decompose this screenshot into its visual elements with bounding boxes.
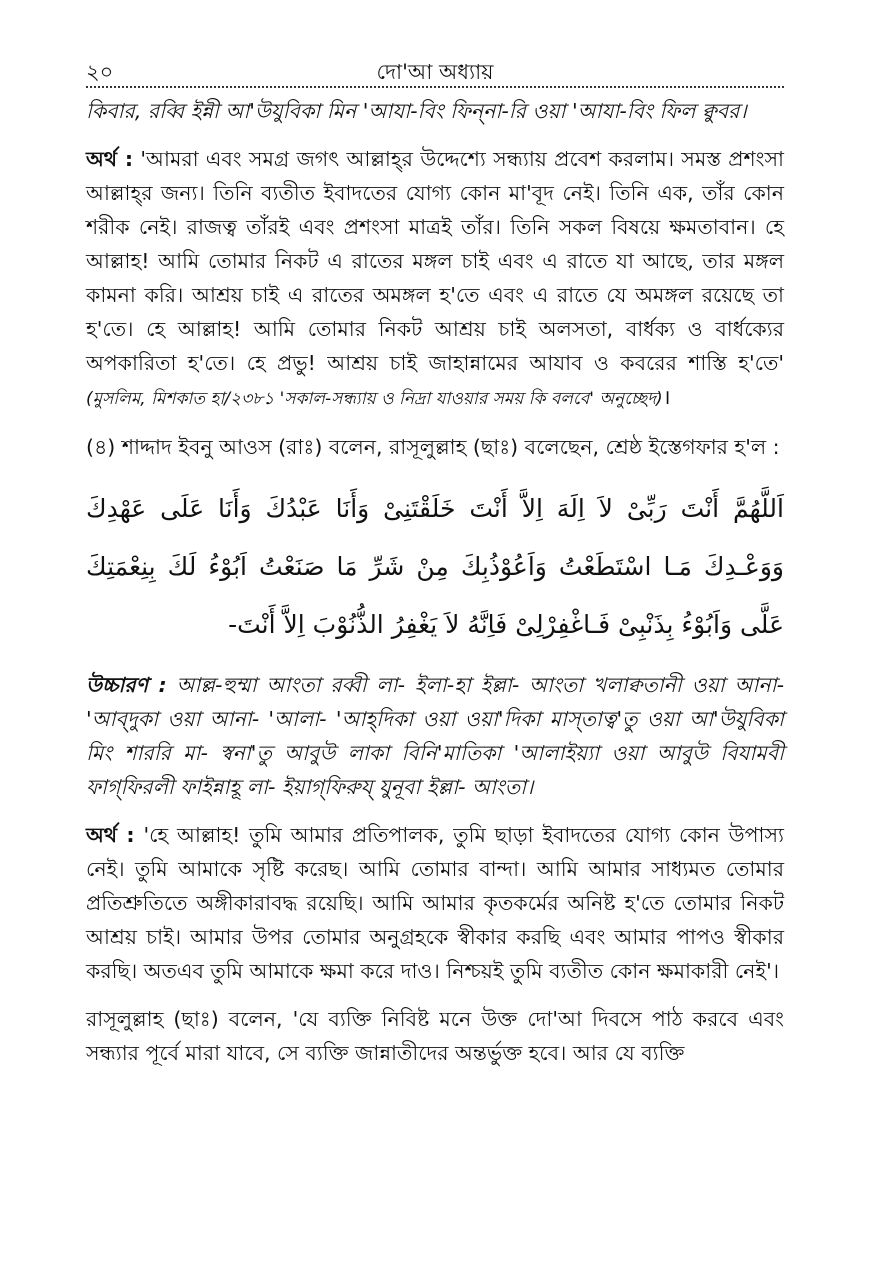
pronunciation-text: আল্ল-হুম্মা আংতা রব্বী লা- ইলা-হা ইল্লা- আংতা খলাক্বতানী ওয়া আনা- 'আব্‌দুকা ওয়া আনা- 'আলা- 'আহ্‌দিকা ওয়া ওয়া'দিকা মাস্‌তাত্ব'তু ওয়া আ'উযুবিকা মিং শাররি মা- স্বনা'তু আবুউ লাকা বিনি'মাতিকা 'আলাইয়্যা ওয়া আবুউ বিযামবী ফাগ্‌ফিরলী ফাইন্নাহূ লা- ইয়াগ্‌ফিরুয্‌ যুনূবা ইল্লা- আংতা। [86, 673, 784, 799]
closing-paragraph: রাসূলুল্লাহ (ছাঃ) বলেন, 'যে ব্যক্তি নিবিষ্ট মনে উক্ত দো'আ দিবসে পাঠ করবে এবং সন্ধ্যার পূর্বে মারা যাবে, সে ব্যক্তি জান্নাতীদের অন্তর্ভুক্ত হবে। আর যে ব্যক্তি [86, 1007, 784, 1065]
meaning-paragraph-1 [86, 142, 784, 416]
meaning-label: অর্থ : [86, 147, 134, 171]
chapter-title: দো'আ অধ্যায় [376, 60, 494, 84]
hadith-paragraph: (৪) শাদ্দাদ ইবনু আওস (রাঃ) বলেন, রাসূলুল্লাহ (ছাঃ) বলেছেন, শ্রেষ্ঠ ইস্তেগফার হ'ল : [86, 435, 780, 459]
meaning-text: 'আমরা এবং সমগ্র জগৎ আল্লাহ্‌র উদ্দেশ্যে সন্ধ্যায় প্রবেশ করলাম। সমস্ত প্রশংসা আল্লাহ্‌র জন্য। তিনি ব্যতীত ইবাদতের যোগ্য কোন মা'বূদ নেই। তিনি এক, তাঁর কোন শরীক নেই। রাজত্ব তাঁরই এবং প্রশংসা মাত্রই তাঁর। তিনি সকল বিষয়ে ক্ষমতাবান। হে আল্লাহ! আমি তোমার নিকট এ রাতের মঙ্গল চাই এবং এ রাতে যা আছে, তার মঙ্গল কামনা করি। আশ্রয় চাই এ রাতের অমঙ্গল হ'তে এবং এ রাতে যে অমঙ্গল রয়েছে তা হ'তে। হে আল্লাহ! আমি তোমার নিকট আশ্রয় চাই অলসতা, বার্ধক্য ও বার্ধক্যের অপকারিতা হ'তে। হে প্রভু! আশ্রয় চাই জাহান্নামের আযাব ও কবরের শাস্তি হ'তে' [86, 147, 784, 375]
page-header [86, 52, 784, 88]
pronunciation-paragraph [86, 668, 784, 804]
meaning-text-2: 'হে আল্লাহ! তুমি আমার প্রতিপালক, তুমি ছাড়া ইবাদতের যোগ্য কোন উপাস্য নেই। তুমি আমাকে সৃষ্টি করেছ। আমি তোমার বান্দা। আমি আমার সাধ্যমত তোমার প্রতিশ্রুতিতে অঙ্গীকারাবদ্ধ রয়েছি। আমি আমার কৃতকর্মের অনিষ্ট হ'তে তোমার নিকট আশ্রয় চাই। আমার উপর তোমার অনুগ্রহকে স্বীকার করছি এবং আমার পাপও স্বীকার করছি। অতএব তুমি আমাকে ক্ষমা করে দাও। নিশ্চয়ই তুমি ব্যতীত কোন ক্ষমাকারী নেই'। [86, 823, 784, 983]
arabic-dua: اَللَّهُمَّ أَنْتَ رَبِّىْ لاَ اِلَهَ اِلاَّ أَنْتَ خَلَقْتَنِىْ وَأَنَا عَبْدُكَ وَأَنَا عَلَى عَهْدِكَ وَوَعْـدِكَ مَـا اسْتَطَعْتُ وَاَعُوْذُبِكَ مِنْ شَرِّ مَا صَنَعْتُ اَبُوْءُ لَكَ بِنِعْمَتِكَ عَلَّى وَاَبُوْءُ بِذَنْبِىْ فَـاغْفِرْلِىْ فَاِنَّهُ لاَ يَغْفِرُ الذُّنُوْبَ اِلاَّ أَنْتَ- [86, 494, 784, 639]
pronunciation-label: উচ্চারণ : [86, 673, 167, 697]
meaning-label-2: অর্থ : [86, 823, 135, 847]
reference-citation: (মুসলিম, মিশকাত হা/২৩৮১ 'সকাল-সন্ধ্যায় ও নিদ্রা যাওয়ার সময় কি বলবে' অনুচ্ছেদ) [86, 389, 663, 409]
intro-transliteration: কিবার, রব্বি ইন্নী আ'উযুবিকা মিন 'আযা-বিং ফিন্‌না-রি ওয়া 'আযা-বিং ফিল ক্বুবর। [86, 99, 747, 123]
sentence-end: । [662, 385, 671, 409]
meaning-paragraph-2 [86, 818, 784, 988]
page-number: ২০ [86, 60, 114, 84]
